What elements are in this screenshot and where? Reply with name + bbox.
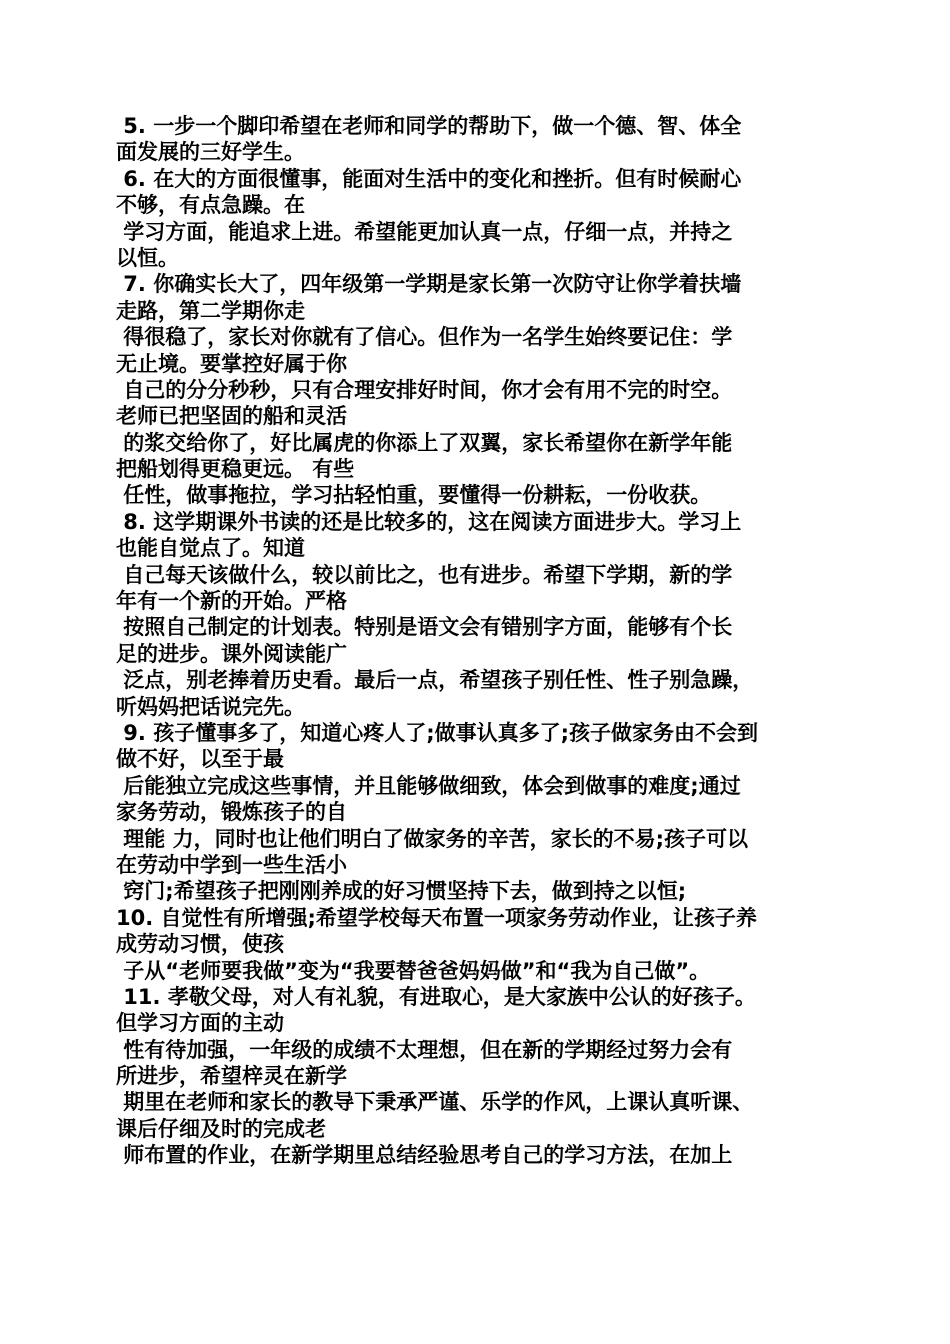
- text-line: 家务劳动，锻炼孩子的自: [116, 800, 347, 825]
- text-line: 6. 在大的方面很懂事，能面对生活中的变化和挫折。但有时候耐心: [116, 166, 742, 191]
- text-line: 所进步，希望梓灵在新学: [116, 1064, 347, 1089]
- text-line: 也能自觉点了。知道: [116, 536, 305, 561]
- text-line: 后能独立完成这些事情，并且能够做细致，体会到做事的难度;通过: [116, 773, 741, 798]
- text-line: 成劳动习惯，使孩: [116, 932, 284, 957]
- text-line: 听妈妈把话说完先。: [116, 694, 305, 719]
- text-line: 把船划得更稳更远。 有些: [116, 457, 355, 482]
- text-line: 8. 这学期课外书读的还是比较多的，这在阅读方面进步大。学习上: [116, 509, 742, 534]
- text-line: 性有待加强，一年级的成绩不太理想，但在新的学期经过努力会有: [116, 1037, 733, 1062]
- text-line: 理能 力，同时也让他们明白了做家务的辛苦，家长的不易;孩子可以: [116, 826, 749, 851]
- text-line: 得很稳了，家长对你就有了信心。但作为一名学生始终要记住：学: [116, 325, 733, 350]
- text-line: 课后仔细及时的完成老: [116, 1116, 326, 1141]
- text-line: 7. 你确实长大了，四年级第一学期是家长第一次防守让你学着扶墙: [116, 272, 742, 297]
- text-line: 师布置的作业，在新学期里总结经验思考自己的学习方法，在加上: [116, 1143, 733, 1168]
- text-line: 面发展的三好学生。: [116, 140, 305, 165]
- text-line: 无止境。要掌控好属于你: [116, 351, 347, 376]
- text-line: 任性，做事拖拉，学习拈轻怕重，要懂得一份耕耘，一份收获。: [116, 483, 712, 508]
- text-line: 期里在老师和家长的教导下秉承严谨、乐学的作风，上课认真听课、: [116, 1090, 754, 1115]
- text-line: 足的进步。课外阅读能广: [116, 641, 347, 666]
- text-line: 以恒。: [116, 245, 179, 270]
- document-page: [116, 113, 836, 1169]
- text-line: 在劳动中学到一些生活小: [116, 852, 347, 877]
- text-line: 做不好，以至于最: [116, 747, 284, 772]
- text-line: 学习方面，能追求上进。希望能更加认真一点，仔细一点，并持之: [116, 219, 733, 244]
- text-line: 泛点，别老捧着历史看。最后一点，希望孩子别任性、性子别急躁，: [116, 668, 754, 693]
- text-line: 按照自己制定的计划表。特别是语文会有错别字方面，能够有个长: [116, 615, 733, 640]
- text-line: 子从“老师要我做”变为“我要替爸爸妈妈做”和“我为自己做”。: [116, 958, 711, 983]
- text-line: 年有一个新的开始。严格: [116, 589, 347, 614]
- text-line: 老师已把坚固的船和灵活: [116, 404, 347, 429]
- text-line: 10. 自觉性有所增强;希望学校每天布置一项家务劳动作业，让孩子养: [116, 905, 757, 930]
- text-line: 的浆交给你了，好比属虎的你添上了双翼，家长希望你在新学年能: [116, 430, 733, 455]
- text-line: 窍门;希望孩子把刚刚养成的好习惯坚持下去，做到持之以恒;: [116, 879, 687, 904]
- text-line: 11. 孝敬父母，对人有礼貌，有进取心，是大家族中公认的好孩子。: [116, 984, 756, 1009]
- text-line: 自己的分分秒秒，只有合理安排好时间，你才会有用不完的时空。: [116, 377, 733, 402]
- text-line: 9. 孩子懂事多了，知道心疼人了;做事认真多了;孩子做家务由不会到: [116, 720, 759, 745]
- text-line: 但学习方面的主动: [116, 1011, 284, 1036]
- text-line: 5. 一步一个脚印希望在老师和同学的帮助下，做一个德、智、体全: [116, 114, 742, 138]
- text-line: 不够，有点急躁。在: [116, 193, 305, 218]
- text-line: 自己每天该做什么，较以前比之，也有进步。希望下学期，新的学: [116, 562, 733, 587]
- text-line: 走路，第二学期你走: [116, 298, 305, 323]
